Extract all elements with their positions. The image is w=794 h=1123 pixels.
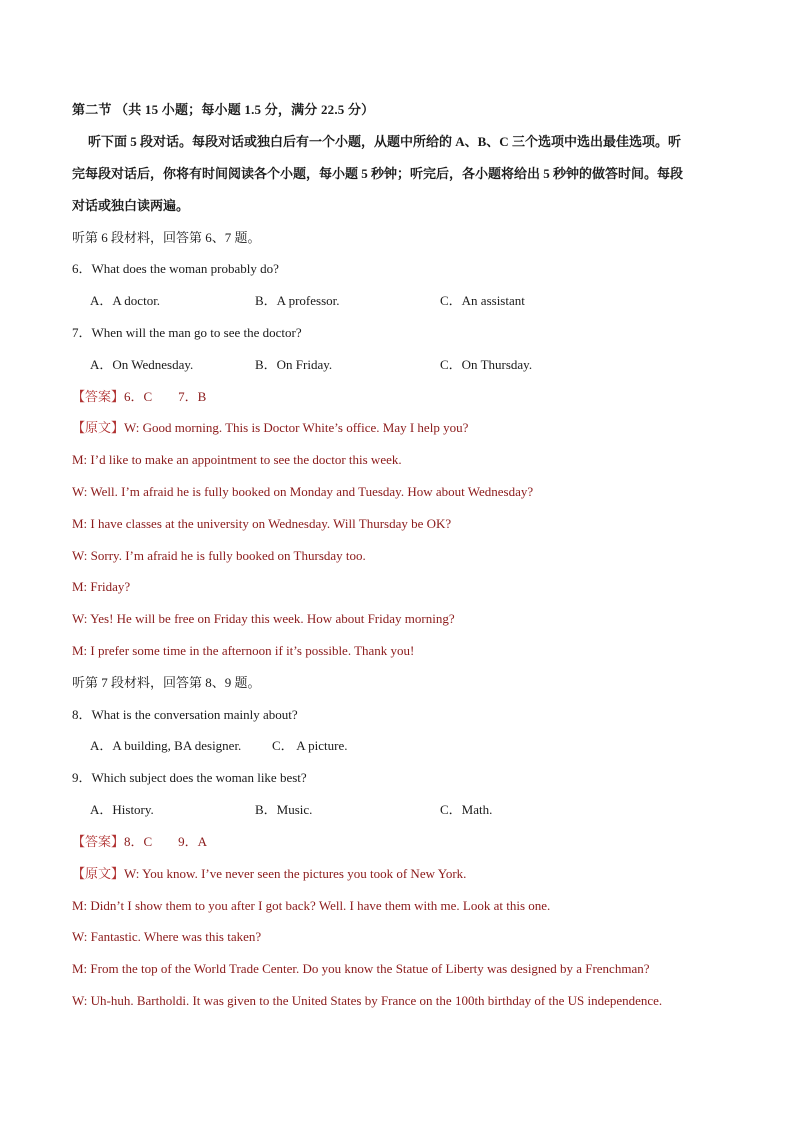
group1-transcript-line-8: M: I prefer some time in the afternoon if it’s possible. Thank you! xyxy=(72,643,415,658)
group1-transcript-line-4: M: I have classes at the university on Wednesday. Will Thursday be OK? xyxy=(72,516,452,531)
transcript-tag: 【原文】 xyxy=(72,420,125,435)
q6-option-b: B．A professor. xyxy=(255,293,340,308)
group2-transcript-line-4: M: From the top of the World Trade Center. Do you know the Statue of Liberty was designed by a Frenchman? xyxy=(72,961,650,976)
group1-transcript-line-1 xyxy=(72,419,468,437)
section-title: 第二节 （共 15 小题；每小题 1.5 分，满分 22.5 分） xyxy=(72,102,375,117)
transcript-tag: 【原文】 xyxy=(72,866,125,881)
q9-option-a: A．History. xyxy=(90,802,154,817)
q8-option-c: C． A picture. xyxy=(272,738,348,753)
q9-option-c: C．Math. xyxy=(440,802,493,817)
group2-transcript-line-2: M: Didn’t I show them to you after I got back? Well. I have them with me. Look at this one. xyxy=(72,898,551,913)
q6-option-c: C．An assistant xyxy=(440,293,525,308)
answer-text: 6．C 7．B xyxy=(124,389,207,404)
instructions-line-2: 完每段对话后，你将有时间阅读各个小题，每小题 5 秒钟；听完后，各小题将给出 5 秒钟的做答时间。每段 xyxy=(72,166,684,181)
transcript-text: W: You know. I’ve never seen the pictures you took of New York. xyxy=(124,866,467,881)
group2-transcript-line-3: W: Fantastic. Where was this taken? xyxy=(72,929,262,944)
question-7: 7．When will the man go to see the doctor? xyxy=(72,325,302,340)
q6-option-a: A．A doctor. xyxy=(90,293,161,308)
question-8: 8．What is the conversation mainly about? xyxy=(72,707,298,722)
instructions-line-3: 对话或独白读两遍。 xyxy=(72,198,190,213)
group1-transcript-line-7: W: Yes! He will be free on Friday this week. How about Friday morning? xyxy=(72,611,455,626)
instructions-line-1: 听下面 5 段对话。每段对话或独白后有一个小题，从题中所给的 A、B、C 三个选项中选出最佳选项。听 xyxy=(88,134,681,149)
answer-tag: 【答案】 xyxy=(72,389,125,404)
q7-option-c: C．On Thursday. xyxy=(440,357,533,372)
answer-text: 8．C 9．A xyxy=(124,834,208,849)
group1-answer xyxy=(72,388,206,406)
q9-option-b: B．Music. xyxy=(255,802,313,817)
group2-transcript-line-5: W: Uh-huh. Bartholdi. It was given to the United States by France on the 100th birthday of the US independence. xyxy=(72,993,663,1008)
q7-option-b: B．On Friday. xyxy=(255,357,333,372)
group1-transcript-line-6: M: Friday? xyxy=(72,579,131,594)
q7-option-a: A．On Wednesday. xyxy=(90,357,194,372)
transcript-text: W: Good morning. This is Doctor White’s office. May I help you? xyxy=(124,420,469,435)
group2-transcript-line-1 xyxy=(72,865,466,883)
question-6: 6．What does the woman probably do? xyxy=(72,261,279,276)
q8-option-a: A．A building, BA designer. xyxy=(90,738,242,753)
answer-tag: 【答案】 xyxy=(72,834,125,849)
group1-transcript-line-2: M: I’d like to make an appointment to see the doctor this week. xyxy=(72,452,402,467)
group2-answer xyxy=(72,833,207,851)
group2-intro: 听第 7 段材料，回答第 8、9 题。 xyxy=(72,675,261,690)
group1-transcript-line-5: W: Sorry. I’m afraid he is fully booked on Thursday too. xyxy=(72,548,366,563)
group1-intro: 听第 6 段材料，回答第 6、7 题。 xyxy=(72,230,261,245)
group1-transcript-line-3: W: Well. I’m afraid he is fully booked on Monday and Tuesday. How about Wednesday? xyxy=(72,484,534,499)
question-9: 9．Which subject does the woman like best? xyxy=(72,770,307,785)
